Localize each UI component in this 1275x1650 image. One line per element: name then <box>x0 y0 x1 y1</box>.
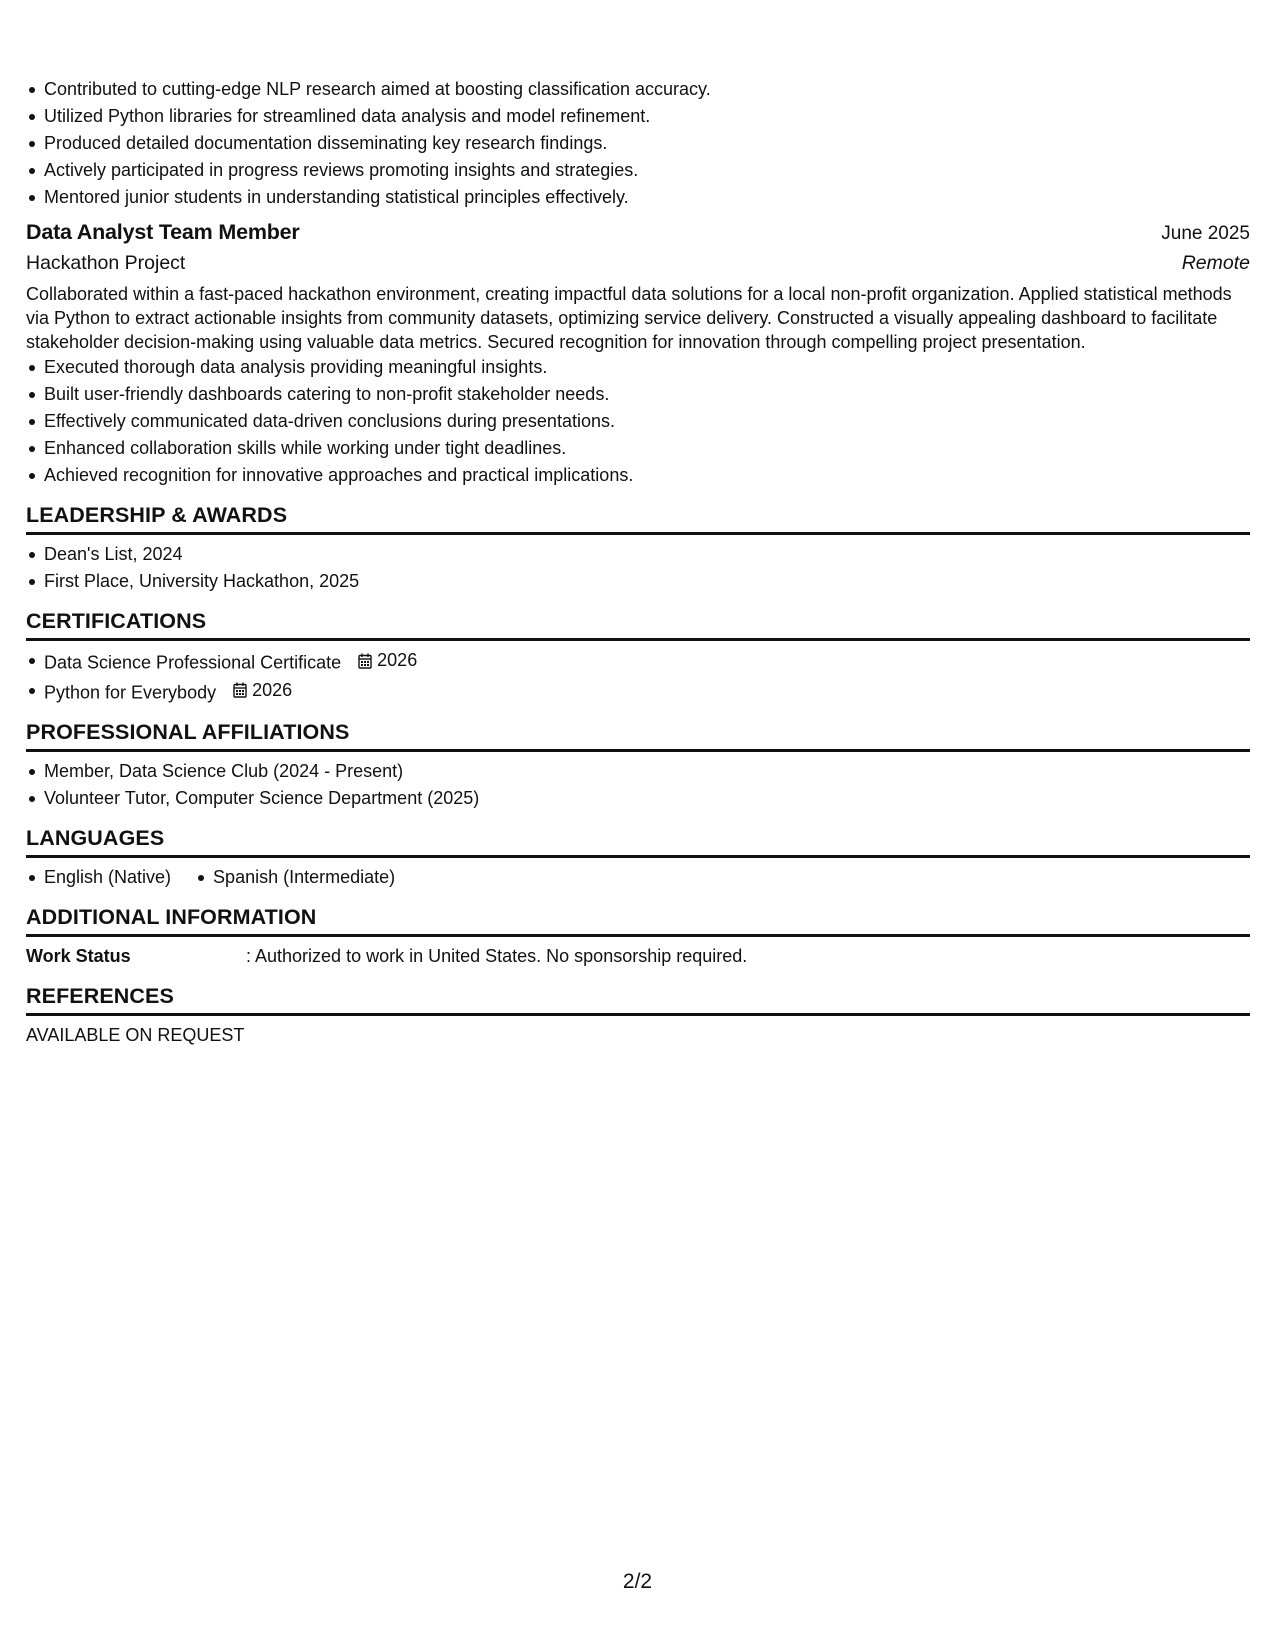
section-title-certifications: CERTIFICATIONS <box>26 609 1250 641</box>
role-title: Data Analyst Team Member <box>26 220 300 244</box>
role-header <box>26 220 1250 245</box>
role-description: Collaborated within a fast-paced hackathon environment, creating impactful data solutions for a local non-profit organization. Applied statistical methods via Python to extract actionable insights from community datasets, optimizing service delivery. Constructed a visually appealing dashboard to facilitate stakeholder decision-making using valuable data metrics. Secured recognition for innovation through compelling project presentation. <box>26 284 1232 352</box>
certification-item <box>44 677 1250 707</box>
calendar-icon <box>358 653 372 669</box>
references-text: AVAILABLE ON REQUEST <box>26 1025 245 1045</box>
certification-name: Data Science Professional Certificate <box>44 652 342 673</box>
leadership-list <box>26 541 1250 595</box>
list-item: Spanish (Intermediate) <box>213 864 395 891</box>
certification-year: 2026 <box>377 650 418 670</box>
work-status-label: Work Status <box>26 946 131 966</box>
role-location: Remote <box>1181 252 1250 274</box>
certification-item <box>44 647 1250 677</box>
list-item: First Place, University Hackathon, 2025 <box>44 568 1250 595</box>
resume-page <box>26 76 1250 1049</box>
list-item: Enhanced collaboration skills while working under tight deadlines. <box>44 435 1250 462</box>
languages-list <box>26 864 1250 891</box>
work-status-row <box>26 943 1250 970</box>
section-title-affiliations: PROFESSIONAL AFFILIATIONS <box>26 720 1250 752</box>
certification-name: Python for Everybody <box>44 682 217 702</box>
list-item: Member, Data Science Club (2024 - Present) <box>44 758 1250 785</box>
section-title-additional: ADDITIONAL INFORMATION <box>26 905 1250 937</box>
page-number: 2/2 <box>622 1570 653 1593</box>
list-item: Achieved recognition for innovative approaches and practical implications. <box>44 462 1250 489</box>
list-item: English (Native) <box>44 864 171 891</box>
list-item: Mentored junior students in understanding statistical principles effectively. <box>44 184 1250 211</box>
list-item: Actively participated in progress reviews promoting insights and strategies. <box>44 157 1250 184</box>
work-status-value: : Authorized to work in United States. No sponsorship required. <box>246 946 748 966</box>
affiliations-list <box>26 758 1250 812</box>
list-item: Dean's List, 2024 <box>44 541 1250 568</box>
section-title-leadership: LEADERSHIP & AWARDS <box>26 503 1250 535</box>
section-title-references: REFERENCES <box>26 984 1250 1016</box>
list-item: Effectively communicated data-driven conclusions during presentations. <box>44 408 1250 435</box>
role-bullets <box>26 354 1250 489</box>
role-subheader <box>26 252 1250 275</box>
role-organization: Hackathon Project <box>26 252 186 274</box>
calendar-icon <box>233 682 247 698</box>
certifications-list <box>26 647 1250 706</box>
role-date: June 2025 <box>1161 223 1250 244</box>
list-item: Utilized Python libraries for streamlined data analysis and model refinement. <box>44 103 1250 130</box>
section-title-languages: LANGUAGES <box>26 826 1250 858</box>
list-item: Volunteer Tutor, Computer Science Department (2025) <box>44 785 1250 812</box>
list-item: Executed thorough data analysis providing meaningful insights. <box>44 354 1250 381</box>
certification-year: 2026 <box>252 679 293 700</box>
previous-role-bullets <box>26 76 1250 211</box>
list-item: Built user-friendly dashboards catering to non-profit stakeholder needs. <box>44 381 1250 408</box>
list-item: Contributed to cutting-edge NLP research aimed at boosting classification accuracy. <box>44 76 1250 103</box>
list-item: Produced detailed documentation disseminating key research findings. <box>44 130 1250 157</box>
